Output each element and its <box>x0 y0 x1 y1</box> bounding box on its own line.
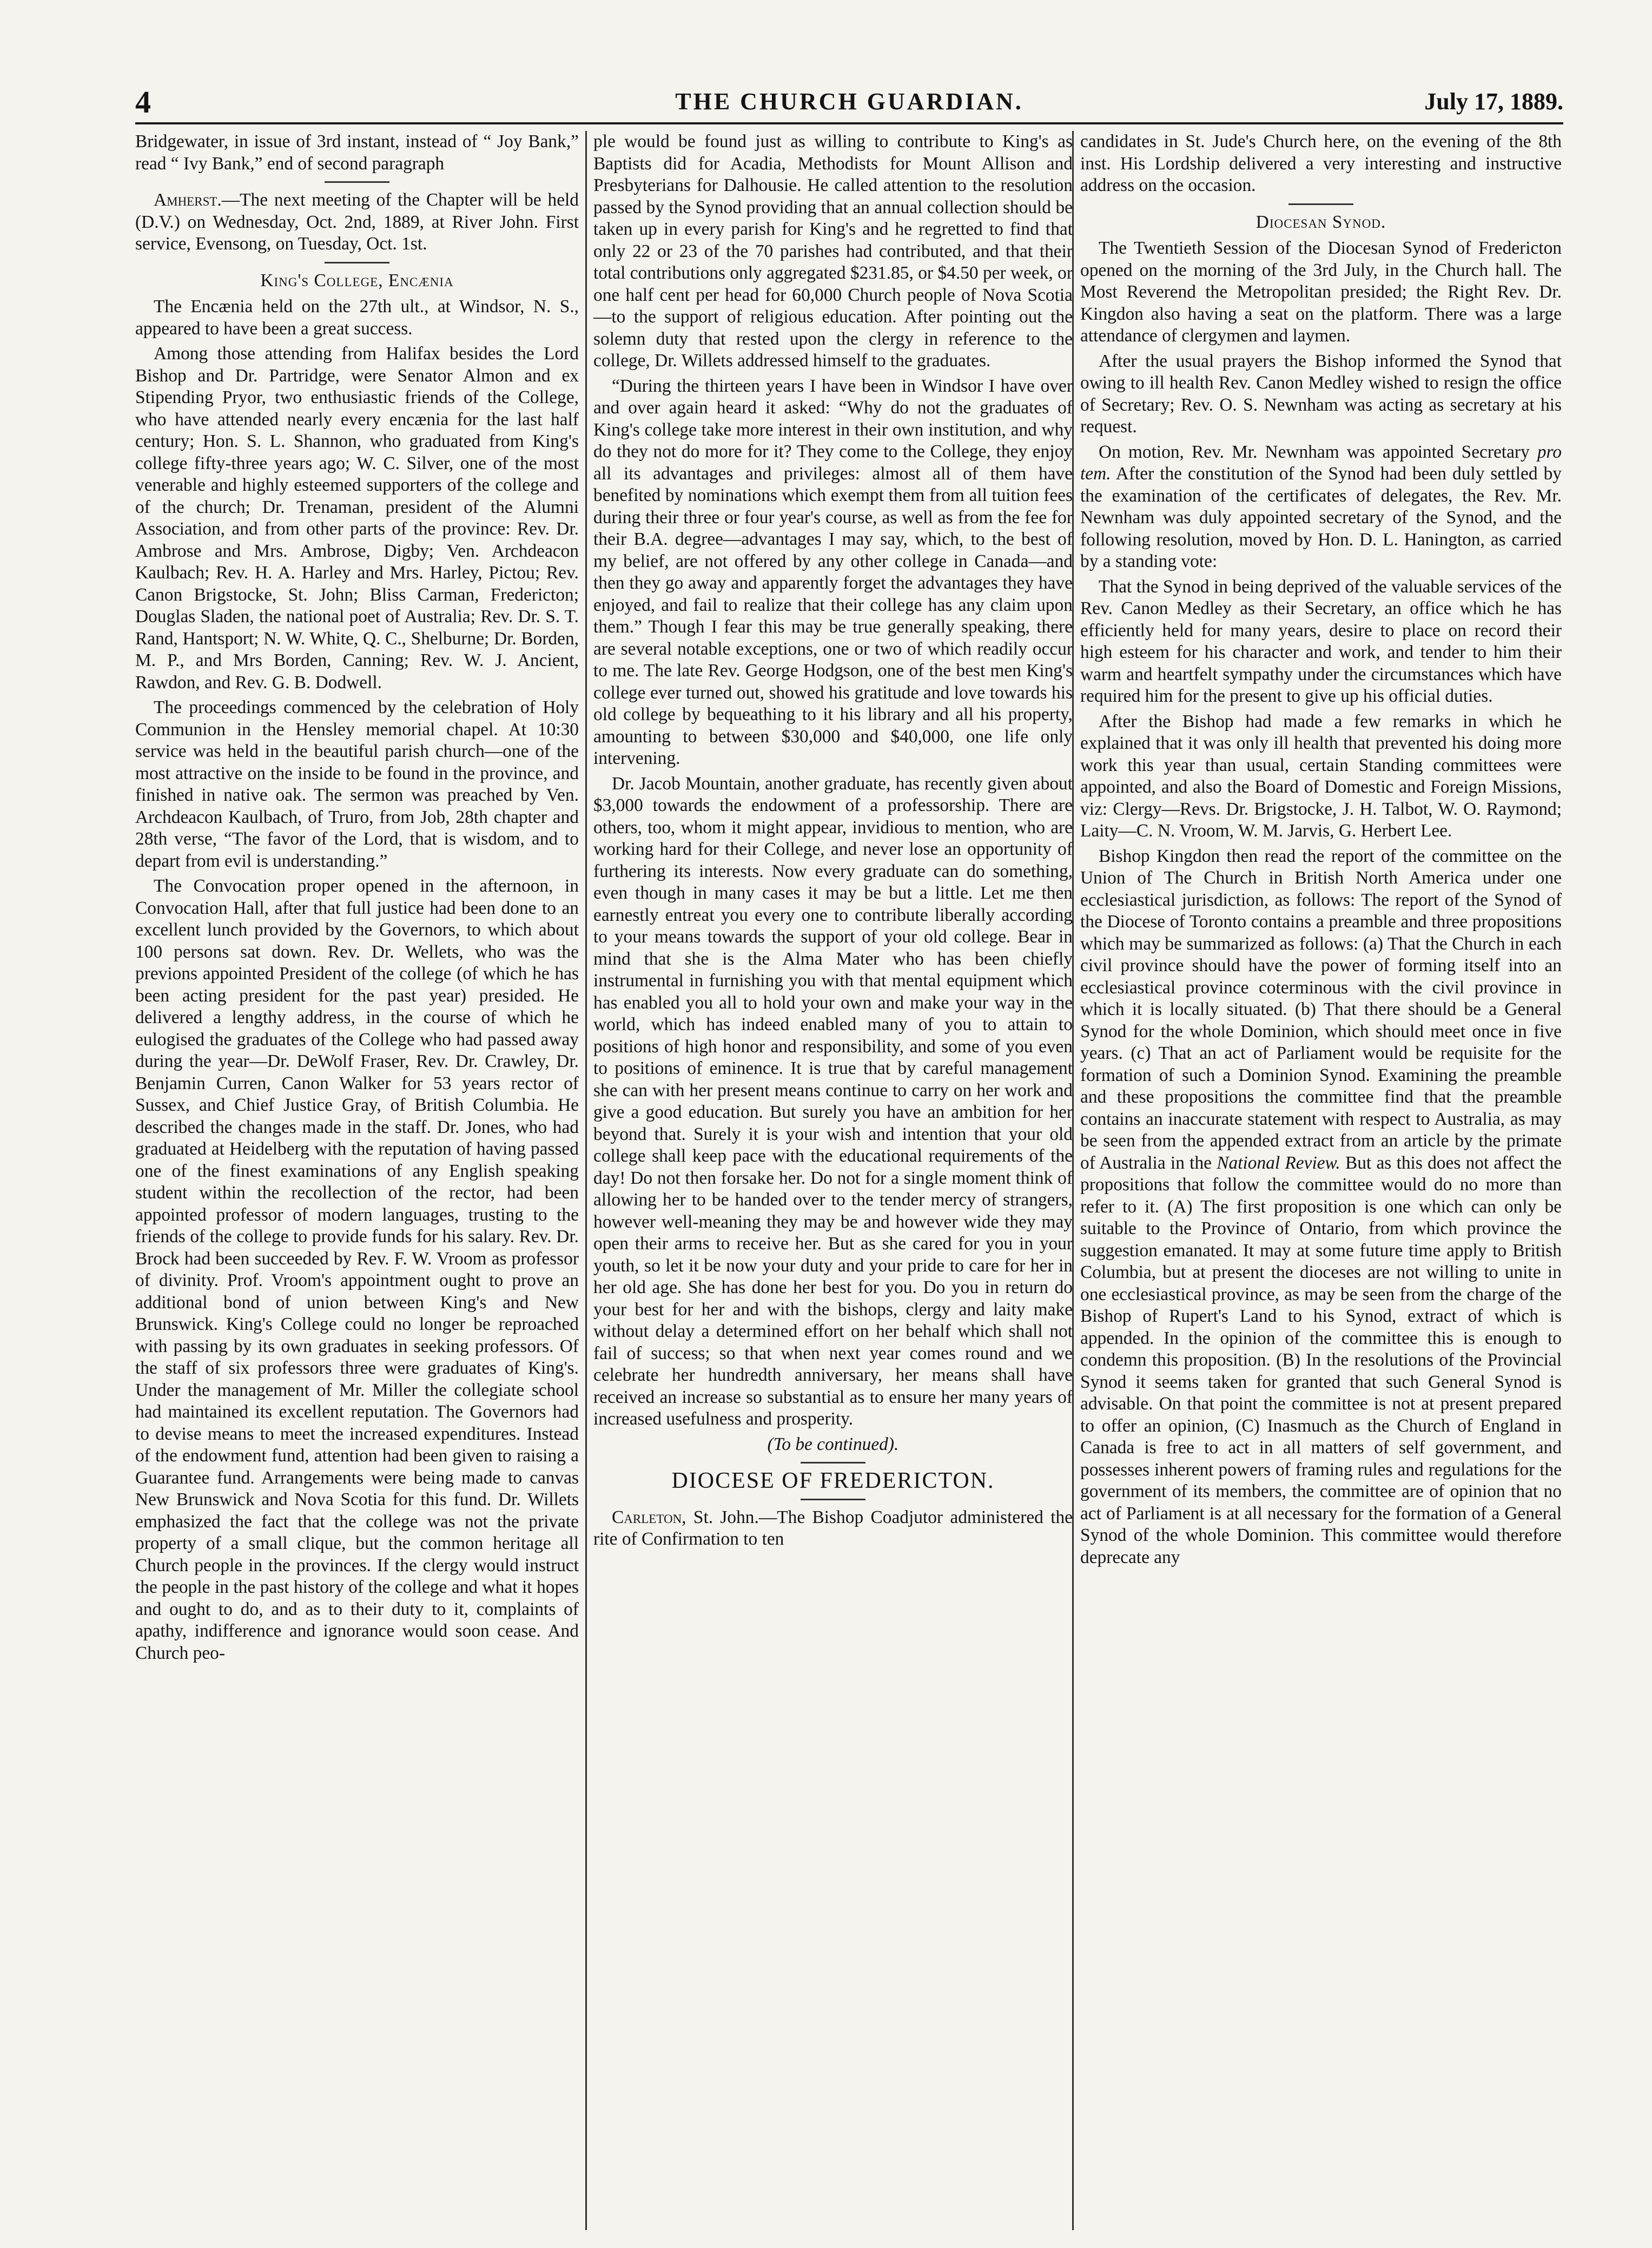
page-header <box>135 81 1563 124</box>
article-paragraph: candidates in St. Jude's Church here, on the evening of the 8th inst. His Lordship delivered a very interesting and instructive address on the occasion. <box>1080 131 1562 195</box>
article-paragraph: The proceedings commenced by the celebration of Holy Communion in the Hensley memorial chapel. At 10:30 service was held in the beautiful parish church—one of the most attractive on the inside to be found in the province, and finished in native oak. The sermon was preached by Ven. Archdeacon Kaulbach, of Truro, from Job, 28th chapter and 28th verse, “The favor of the Lord, that is wisdom, and to depart from evil is understanding.” <box>135 697 579 871</box>
text-span: But as this does not affect the propositions that follow the committee would do no more than refer to it. (A) The first proposition is one which can only be suitable to the Province of Ontario, from which province the suggestion emanated. It may at some future time apply to British Columbia, but at present the dioceses are not willing to unite in one ecclesiastical province, as may be seen from the charge of the Bishop of Rupert's Land to his Synod, extract of which is appended. In the opinion of the committee this is enough to condemn this proposition. (B) In the resolutions of the Provincial Synod it seems taken for granted that such General Synod is advisable. On that point the committee is not at present prepared to offer an opinion, (C) Inasmuch as the Church of England in Canada is free to act in all matters of self government, and possesses inherent powers of framing rules and regulations for the government of its members, the committee are of opinion that no act of Parliament is at all necessary for the formation of a General Synod of the whole Dominion. This committee would therefore deprecate any <box>1080 1152 1562 1567</box>
section-heading-kings-college: King's College, Encænia <box>260 270 454 291</box>
separator <box>801 1462 865 1463</box>
amherst-notice <box>135 189 579 255</box>
article-paragraph: After the usual prayers the Bishop informed the Synod that owing to ill health Rev. Canon Medley wished to resign the office of Secretary; Rev. O. S. Newnham was acting as secretary at his request. <box>1080 351 1562 437</box>
text-span: Bishop Kingdon then read the report of the committee on the Union of The Church in British North America under one ecclesiastical jurisdiction, as follows: The report of the Synod of the Diocese of Toronto contains a preamble and three propositions which may be summarized as follows: (a) That the Church in each civil province should have the power of forming itself into an ecclesiastical province coterminous with the civil province in which it is locally situated. (b) That there should be a General Synod for the whole Dominion, which should meet once in five years. (c) That an act of Parliament would be requisite for the formation of such a Dominion Synod. Examining the preamble and these propositions the committee find that the preamble contains an inaccurate statement with respect to Australia, as may be seen from the appended extract from an article by the primate of Australia in the <box>1080 846 1562 1173</box>
column-2 <box>585 131 1073 2230</box>
article-paragraph: ple would be found just as willing to contribute to King's as Baptists did for Acadia, Methodists for Mount Allison and Presbyterians for Dalhousie. He called attention to the resolution passed by the Synod providing that an annual collection should be taken up in every parish for King's and he regretted to find that only 22 or 23 of the 70 parishes had contributed, and that their total contributions only aggregated $231.85, or $4.50 per week, or one half cent per head for 60,000 Church people of Nova Scotia—to the support of religious education. After pointing out the solemn duty that rested upon the clergy in reference to the college, Dr. Willets addressed himself to the graduates. <box>593 131 1073 371</box>
article-paragraph: “During the thirteen years I have been in Windsor I have over and over again heard it asked: “Why do not the graduates of King's college take more interest in their own institution, and why do they not do more for it? They come to the College, they enjoy all its advantages and privileges: almost all of them have benefited by nominations which exempt them from all tuition fees during their three or four year's course, as well as from the fee for their B.A. degree—advantages I may say, which, to the best of my belief, are not offered by any other college in Canada—and then they go away and apparently forget the advantages they have enjoyed, and fail to realize that their college has any claim upon them.” Though I fear this may be true generally speaking, there are several notable exceptions, one or two of which readily occur to me. The late Rev. George Hodgson, one of the best men King's college ever turned out, showed his gratitude and love towards his old college by bequeathing to it his library and all his property, amounting to between $30,000 and $40,000, one life only intervening. <box>593 375 1073 768</box>
separator <box>325 181 389 183</box>
correction-paragraph: Bridgewater, in issue of 3rd instant, instead of “ Joy Bank,” read “ Ivy Bank,” end of second paragraph <box>135 131 579 174</box>
issue-date: July 17, 1889. <box>1424 88 1563 115</box>
section-heading-fredericton: DIOCESE OF FREDERICTON. <box>671 1468 995 1493</box>
separator <box>1288 203 1353 205</box>
article-paragraph: Dr. Jacob Mountain, another graduate, has recently given about $3,000 towards the endowment of a professorship. There are others, too, whom it might appear, invidious to mention, who are working hard for their College, and never lose an opportunity of furthering its interests. Now every graduate can do something, even though in many cases it may be but a little. Let me then earnestly entreat you every one to contribute liberally according to your means towards the support of your old college. Bear in mind that she is the Alma Mater who has been chiefly instrumental in furnishing you with that mental equipment which has enabled you all to hold your own and make your way in the world, which has indeed enabled many of you to attain to positions of high honor and responsibility, and some of you even to positions of eminence. It is true that by careful management she can with her present means continue to carry on her work and give a good education. But surely you have an ambition for her beyond that. Surely it is your wish and intention that your old college shall keep pace with the educational requirements of the day! Do not then forsake her. Do not for a single moment think of allowing her to be handed over to the tender mercy of strangers, however well-meaning they may be and however wide they may open their arms to receive her. But as she cared for you in your youth, so let it be now your duty and your pride to care for her in her old age. She has done her best for you. Do you in return do your best for her and with the bishops, clergy and laity make without delay a determined effort on her behalf which shall not fail of success; so that when next year comes round and we celebrate her hundredth anniversary, her means shall have received an increase so substantial as to ensure her many years of increased usefulness and prosperity. <box>593 773 1073 1429</box>
to-be-continued: (To be continued). <box>767 1434 899 1454</box>
text-span: On motion, Rev. Mr. Newnham was appointed Secretary <box>1099 441 1537 462</box>
header-rule <box>135 122 1563 124</box>
section-heading-diocesan-synod: Diocesan Synod. <box>1255 212 1386 232</box>
article-paragraph: The Twentieth Session of the Diocesan Synod of Fredericton opened on the morning of the 3rd July, in the Church hall. The Most Reverend the Metropolitan presided; the Right Rev. Dr. Kingdon also having a seat on the platform. There was a large attendance of clergymen and laymen. <box>1080 238 1562 346</box>
column-3 <box>1072 131 1562 2230</box>
carleton-notice <box>593 1507 1073 1551</box>
article-paragraph <box>1080 846 1562 1569</box>
article-paragraph: Among those attending from Halifax besides the Lord Bishop and Dr. Partridge, were Senator Almon and ex Stipending Pryor, two enthusiastic friends of the College, who have attended nearly every encænia for the last half century; Hon. S. L. Shannon, who graduated from King's college fifty-three years ago; W. C. Silver, one of the most venerable and highly esteemed supporters of the college and of the church; Dr. Trenaman, president of the Alumni Association, and from other parts of the province: Rev. Dr. Ambrose and Mrs. Ambrose, Digby; Ven. Archdeacon Kaulbach; Rev. H. A. Harley and Mrs. Harley, Pictou; Rev. Canon Brigstocke, St. John; Bliss Carman, Fredericton; Douglas Sladen, the national poet of Australia; Rev. Dr. S. T. Rand, Hantsport; N. W. White, Q. C., Shelburne; Dr. Borden, M. P., and Mrs Borden, Canning; Rev. W. J. Ancient, Rawdon, and Rev. G. B. Dodwell. <box>135 344 579 693</box>
italic-span: pro tem. <box>1080 441 1562 484</box>
masthead-title: THE CHURCH GUARDIAN. <box>675 88 1023 115</box>
resolution-paragraph: That the Synod in being deprived of the valuable services of the Rev. Canon Medley as their Secretary, an office which he has efficiently held for many years, desire to place on record their high esteem for his character and work, and tender to him their warm and heartfelt sympathy under the circumstances which have required him for the present to give up his official duties. <box>1080 576 1562 706</box>
article-paragraph: The Convocation proper opened in the afternoon, in Convocation Hall, after that full justice had been done to an excellent lunch provided by the Governors, to which about 100 persons sat down. Rev. Dr. Wellets, who was the previons appointed President of the college (of which he has been acting president for the past year) presided. He delivered a lengthy address, in the course of which he eulogised the graduates of the College who had passed away during the year—Dr. DeWolf Fraser, Rev. Dr. Crawley, Dr. Benjamin Curren, Canon Walker for 53 years rector of Sussex, and Chief Justice Gray, of British Columbia. He described the changes made in the staff. Dr. Jones, who had graduated at Heidelberg with the reputation of having passed one of the finest examinations of any English speaking student within the recollection of the rector, had been appointed professor of modern languages, trusting to the friends of the college to provide funds for his salary. Rev. Dr. Brock had been succeeded by Rev. F. W. Vroom as professor of divinity. Prof. Vroom's appointment ought to prove an additional bond of union between King's and New Brunswick. King's College could no longer be reproached with passing by its own graduates in seeking professors. Of the staff of six professors three were graduates of King's. Under the management of Mr. Miller the collegiate school had maintained its excellent reputation. The Governors had to devise means to meet the increased expenditures. Instead of the endowment fund, attention had been given to raising a Guarantee fund. Arrangements were being made to canvas New Brunswick and Nova Scotia for this fund. Dr. Willets emphasized the fact that the college was not the private property of a small clique, but the common heritage all Church people in the provinces. If the clergy would instruct the people in the past history of the college and what it hopes and ought to do, and as to their duty to it, complaints of apathy, indifference and ignorance would soon cease. And Church peo- <box>135 876 579 1663</box>
carleton-text: St. John.—The Bishop Coadjutor administered the rite of Confirmation to ten <box>593 1507 1073 1549</box>
article-paragraph: The Encænia held on the 27th ult., at Windsor, N. S., appeared to have been a great success. <box>135 296 579 339</box>
article-paragraph <box>1080 441 1562 573</box>
amherst-text: —The next meeting of the Chapter will be held (D.V.) on Wednesday, Oct. 2nd, 1889, at River John. First service, Evensong, on Tuesday, Oct. 1st. <box>135 190 579 254</box>
separator <box>325 262 389 263</box>
carleton-lead: Carleton, <box>612 1507 686 1527</box>
column-1 <box>135 131 579 2230</box>
page-number: 4 <box>135 84 151 120</box>
text-span: After the constitution of the Synod had been duly settled by the examination of the certificates of delegates, the Rev. Mr. Newnham was duly appointed secretary of the Synod, and the following resolution, moved by Hon. D. L. Hanington, as carried by a standing vote: <box>1080 464 1562 571</box>
article-paragraph: After the Bishop had made a few remarks in which he explained that it was only ill health that prevented his doing more work this year than usual, certain Standing committees were appointed, and also the Board of Domestic and Foreign Missions, viz: Clergy—Revs. Dr. Brigstocke, J. H. Talbot, W. O. Raymond; Laity—C. N. Vroom, W. M. Jarvis, G. Herbert Lee. <box>1080 711 1562 841</box>
separator <box>801 1499 865 1500</box>
italic-span: National Review. <box>1217 1152 1340 1173</box>
amherst-lead: Amherst. <box>154 190 222 210</box>
